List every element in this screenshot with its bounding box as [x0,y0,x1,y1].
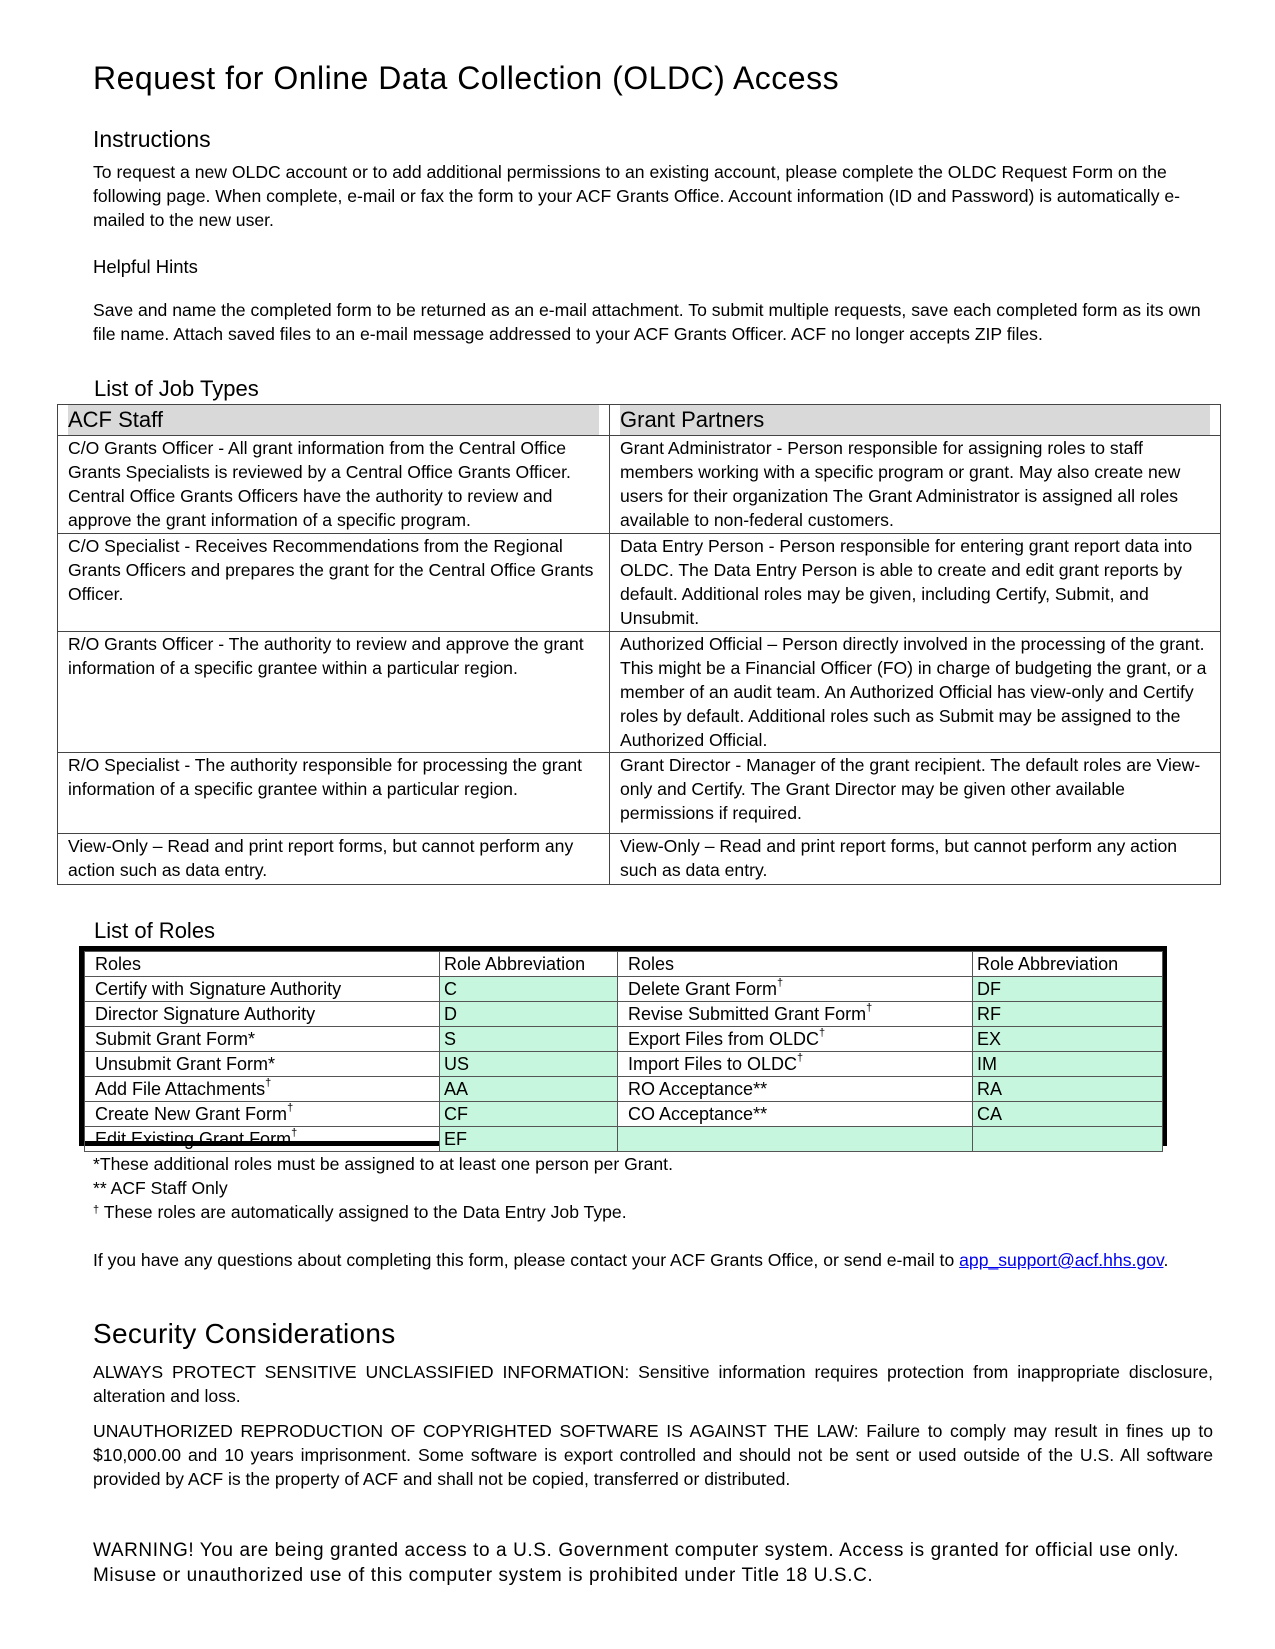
security-paragraph-copyright: UNAUTHORIZED REPRODUCTION OF COPYRIGHTED SOFTWARE IS AGAINST THE LAW: Failure to comply may result in fines up to $10,000.00 and 10 years imprisonment. Some software is export controlled and should not be sent or used outside of the U.S. All software provided by ACF is the property of ACF and shall not be copied, transferred or distributed. [93,1421,1213,1489]
table-row [58,753,1221,834]
contact-text: If you have any questions about completing this form, please contact your ACF Grants Office, or send e-mail to app_support@acf.hhs.gov. [93,1250,1169,1270]
table-row [85,1102,1163,1127]
hints-text: Save and name the completed form to be returned as an e-mail attachment. To submit multiple requests, save each completed form as its own file name. Attach saved files to an e-mail message addressed to your ACF Grants Officer. ACF no longer accepts ZIP files. [93,300,1201,344]
role-name: Export Files from OLDC† [618,1027,973,1052]
role-abbreviation: EX [973,1027,1163,1052]
note-acf-staff-only: ** ACF Staff Only [93,1178,228,1198]
job-types-col-grant-partners: Grant Partners [610,405,1221,436]
role-name: Add File Attachments† [85,1077,440,1102]
role-abbreviation: EF [440,1127,618,1152]
page-title: Request for Online Data Collection (OLDC) Access [93,60,840,96]
roles-table-frame [79,946,1167,1149]
role-name: Revise Submitted Grant Form† [618,1002,973,1027]
job-type-cell: C/O Specialist - Receives Recommendations from the Regional Grants Officers and prepares the grant for the Central Office Grants Officer. [58,534,610,632]
roles-table [84,951,1163,1152]
table-row [58,834,1221,885]
dagger-mark: † [265,1076,272,1089]
role-abbreviation: CF [440,1102,618,1127]
warning-notice: WARNING! You are being granted access to a U.S. Government computer system. Access is granted for official use only. Misuse or unauthorized use of this computer system is prohibited under Title 18 U.S.C. [93,1540,1180,1586]
instructions-text: To request a new OLDC account or to add additional permissions to an existing account, please complete the OLDC Request Form on the following page. When complete, e-mail or fax the form to your ACF Grants Office. Account information (ID and Password) is automatically e-mailed to the new user. [93,162,1181,230]
job-type-cell: Data Entry Person - Person responsible for entering grant report data into OLDC. The Data Entry Person is able to create and edit grant reports by default. Additional roles may be given, including Certify, Submit, and Unsubmit. [610,534,1221,632]
note-required-roles: *These additional roles must be assigned to at least one person per Grant. [93,1154,673,1174]
role-name: Import Files to OLDC† [618,1052,973,1077]
dagger-mark: † [777,976,784,989]
table-row [85,1027,1163,1052]
roles-col-abbreviation: Role Abbreviation [973,952,1163,977]
roles-col-role: Roles [618,952,973,977]
support-email-link[interactable]: app_support@acf.hhs.gov [959,1250,1164,1270]
job-types-col-acf-staff: ACF Staff [58,405,610,436]
role-name: Edit Existing Grant Form† [85,1127,440,1152]
role-abbreviation [973,1127,1163,1152]
role-name: Director Signature Authority [85,1002,440,1027]
role-abbreviation: AA [440,1077,618,1102]
security-paragraph-sensitive: ALWAYS PROTECT SENSITIVE UNCLASSIFIED INFORMATION: Sensitive information requires protection from inappropriate disclosure, alteration and loss. [93,1362,1213,1406]
role-abbreviation: RF [973,1002,1163,1027]
instructions-heading: Instructions [93,126,211,152]
job-type-cell: Authorized Official – Person directly involved in the processing of the grant. This might be a Financial Officer (FO) in charge of budgeting the grant, or a member of an audit team. An Authorized Official has view-only and Certify roles by default. Additional roles such as Submit may be assigned to the Authorized Official. [610,632,1221,753]
job-type-cell: View-Only – Read and print report forms, but cannot perform any action such as data entry. [58,834,610,885]
table-row [58,436,1221,534]
roles-header-row [85,952,1163,977]
table-row [85,1077,1163,1102]
job-types-table [57,404,1221,885]
job-type-cell: R/O Specialist - The authority responsible for processing the grant information of a specific grantee within a particular region. [58,753,610,834]
roles-notes [93,1152,673,1224]
role-name [618,1127,973,1152]
dagger-mark: † [866,1001,873,1014]
role-name: RO Acceptance** [618,1077,973,1102]
roles-heading: List of Roles [94,918,216,943]
job-type-cell: View-Only – Read and print report forms, but cannot perform any action such as data entry. [610,834,1221,885]
table-row [85,1002,1163,1027]
dagger-mark: † [287,1101,294,1114]
table-row [85,977,1163,1002]
dagger-mark: † [93,1204,100,1216]
job-type-cell: R/O Grants Officer - The authority to review and approve the grant information of a specific grantee within a particular region. [58,632,610,753]
role-abbreviation: DF [973,977,1163,1002]
role-name: Certify with Signature Authority [85,977,440,1002]
security-heading: Security Considerations [93,1318,396,1349]
roles-col-role: Roles [85,952,440,977]
table-row [58,632,1221,753]
role-name: Submit Grant Form* [85,1027,440,1052]
role-abbreviation: S [440,1027,618,1052]
role-abbreviation: CA [973,1102,1163,1127]
roles-col-abbreviation: Role Abbreviation [440,952,618,977]
role-abbreviation: D [440,1002,618,1027]
table-row [58,534,1221,632]
role-name: Delete Grant Form† [618,977,973,1002]
role-name: Unsubmit Grant Form* [85,1052,440,1077]
table-row [85,1052,1163,1077]
dagger-mark: † [797,1051,804,1064]
hints-heading: Helpful Hints [93,256,198,277]
role-name: Create New Grant Form† [85,1102,440,1127]
job-type-cell: C/O Grants Officer - All grant information from the Central Office Grants Specialists is reviewed by a Central Office Grants Officer. Central Office Grants Officers have the authority to review and approve the grant information of a specific program. [58,436,610,534]
role-abbreviation: C [440,977,618,1002]
dagger-mark: † [291,1126,298,1139]
job-type-cell: Grant Administrator - Person responsible for assigning roles to staff members working with a specific program or grant. May also create new users for their organization The Grant Administrator is assigned all roles available to non-federal customers. [610,436,1221,534]
role-abbreviation: RA [973,1077,1163,1102]
note-data-entry: † These roles are automatically assigned to the Data Entry Job Type. [93,1202,627,1222]
table-row [85,1127,1163,1152]
role-name: CO Acceptance** [618,1102,973,1127]
role-abbreviation: IM [973,1052,1163,1077]
job-type-cell: Grant Director - Manager of the grant recipient. The default roles are View-only and Certify. The Grant Director may be given other available permissions if required. [610,753,1221,834]
job-types-heading: List of Job Types [94,376,259,401]
role-abbreviation: US [440,1052,618,1077]
dagger-mark: † [819,1026,826,1039]
